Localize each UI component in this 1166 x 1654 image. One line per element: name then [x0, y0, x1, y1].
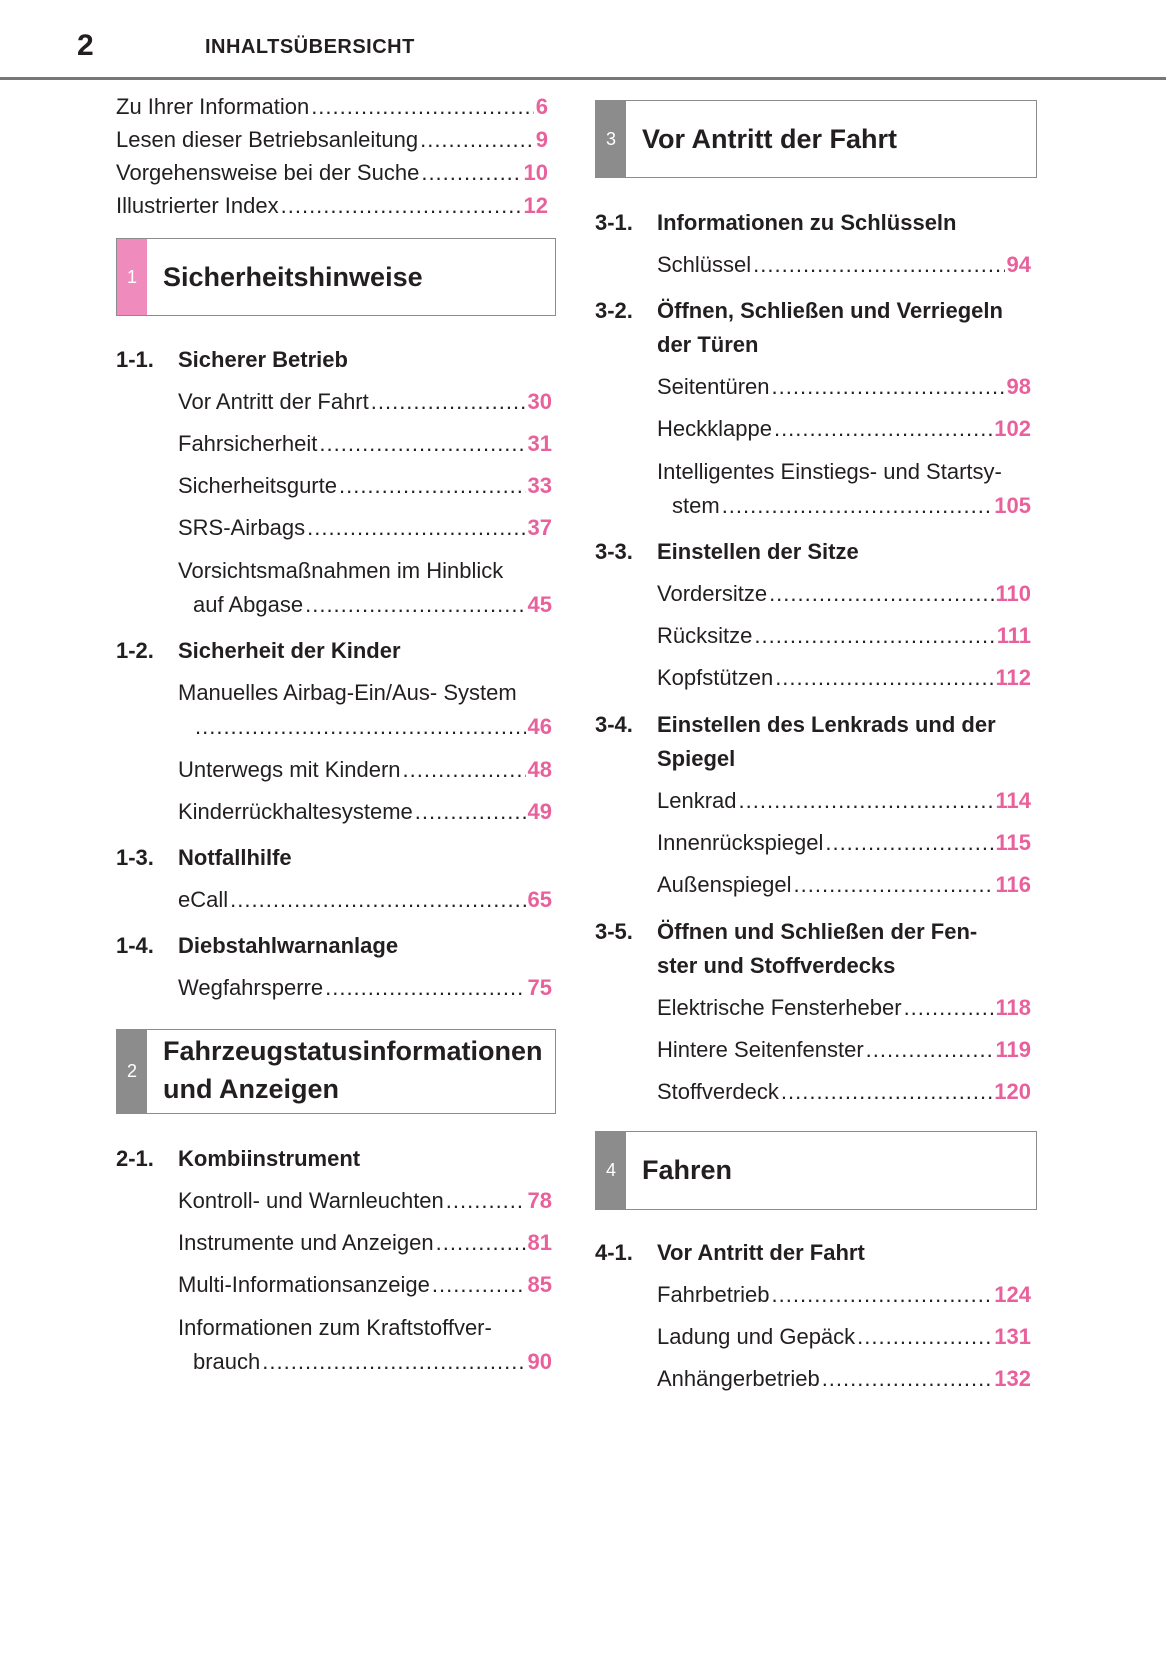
toc-entry[interactable] [657, 579, 1031, 609]
toc-entry[interactable] [657, 828, 1031, 858]
section-title: Vor Antritt der Fahrt [657, 1240, 865, 1265]
toc-entry[interactable] [116, 92, 548, 122]
toc-entry-label: Wegfahrsperre [178, 975, 324, 1000]
toc-entry[interactable] [178, 973, 552, 1003]
toc-entry-label: Zu Ihrer Information [116, 94, 310, 119]
toc-entry[interactable] [116, 158, 548, 188]
toc-entry[interactable] [116, 191, 548, 221]
toc-entry-label: Seitentüren [657, 374, 770, 399]
toc-entry-label: Vordersitze [657, 581, 768, 606]
toc-page-number: 9 [535, 127, 548, 152]
toc-page-number: 98 [1006, 374, 1031, 399]
section-number: 1-1. [116, 347, 154, 372]
toc-entry-label: Kinderrückhaltesysteme [178, 799, 413, 824]
toc-entry-label: Vorgehensweise bei der Suche [116, 160, 420, 185]
toc-page-number: 48 [527, 757, 552, 782]
toc-entry-label: brauch [193, 1349, 261, 1374]
page-title: INHALTSÜBERSICHT [205, 36, 415, 58]
toc-entry-label: Fahrbetrieb [657, 1282, 770, 1307]
toc-entry-label: Schlüssel [657, 252, 752, 277]
toc-page-number: 105 [994, 493, 1031, 518]
toc-page-number: 118 [995, 995, 1031, 1020]
section-title: ster und Stoffverdecks [657, 953, 896, 978]
toc-page-number: 94 [1006, 252, 1031, 277]
page-header [0, 0, 1166, 82]
toc-entry-label: Innenrückspiegel [657, 830, 824, 855]
toc-entry[interactable] [657, 250, 1031, 280]
toc-page-number: 114 [995, 788, 1031, 813]
toc-entry[interactable] [657, 621, 1031, 651]
section-title: Diebstahlwarnanlage [178, 933, 399, 958]
toc-entry[interactable] [178, 429, 552, 459]
toc-page-number: 119 [995, 1037, 1031, 1062]
toc-entry-label: Rücksitze [657, 623, 753, 648]
toc-page-number: 90 [527, 1349, 552, 1374]
toc-entry[interactable] [657, 786, 1031, 816]
toc-entry-label: stem [672, 493, 720, 518]
toc-page-number: 46 [527, 714, 552, 739]
section-title: Sicherheit der Kinder [178, 638, 401, 663]
chapter-tab: 4 [596, 1132, 626, 1209]
toc-entry[interactable] [178, 513, 552, 543]
toc-entry[interactable] [178, 1186, 552, 1216]
toc-page-number: 111 [996, 623, 1031, 648]
toc-entry[interactable] [657, 1035, 1031, 1065]
toc-page-number: 85 [527, 1272, 552, 1297]
toc-page-number: 65 [527, 887, 552, 912]
section-title: Kombiinstrument [178, 1146, 361, 1171]
chapter-tab: 2 [117, 1030, 147, 1113]
toc-page-number: 102 [994, 416, 1031, 441]
section-number: 2-1. [116, 1146, 154, 1171]
page-number: 2 [77, 29, 94, 62]
section-number: 1-2. [116, 638, 154, 663]
section-title: Einstellen der Sitze [657, 539, 859, 564]
section-number: 3-4. [595, 712, 633, 737]
section-number: 3-2. [595, 298, 633, 323]
toc-entry[interactable] [657, 1364, 1031, 1394]
section-title: der Türen [657, 332, 759, 357]
toc-entry[interactable] [178, 471, 552, 501]
toc-entry[interactable] [193, 590, 552, 620]
toc-page-number: 12 [523, 193, 548, 218]
toc-page-number: 31 [527, 431, 552, 456]
section-number: 3-5. [595, 919, 633, 944]
toc-entry-label: Kopfstützen [657, 665, 774, 690]
section-number: 3-1. [595, 210, 633, 235]
toc-page-number: 132 [994, 1366, 1031, 1391]
chapter-title: Fahrzeugstatusinformationen [163, 1036, 543, 1066]
section-title: Spiegel [657, 746, 736, 771]
chapter-3-header[interactable] [595, 100, 1037, 178]
toc-entry[interactable] [116, 125, 548, 155]
toc-entry-label: Elektrische Fensterheber [657, 995, 902, 1020]
toc-entry[interactable] [178, 387, 552, 417]
toc-entry-label: Stoffverdeck [657, 1079, 779, 1104]
toc-entry-label[interactable]: Informationen zum Kraftstoffver- [178, 1315, 492, 1340]
chapter-title: Sicherheitshinweise [163, 262, 423, 292]
toc-entry-label: auf Abgase [193, 592, 304, 617]
section-title: Informationen zu Schlüsseln [657, 210, 957, 235]
chapter-2-header[interactable] [116, 1029, 556, 1114]
chapter-title: Vor Antritt der Fahrt [642, 124, 897, 154]
toc-entry-label[interactable]: Vorsichtsmaßnahmen im Hinblick [178, 558, 504, 583]
toc-page-number: 6 [535, 94, 548, 119]
toc-entry[interactable] [657, 1322, 1031, 1352]
toc-entry[interactable] [193, 1347, 552, 1377]
toc-entry[interactable] [657, 372, 1031, 402]
toc-entry[interactable] [178, 885, 552, 915]
toc-page-number: 131 [994, 1324, 1031, 1349]
toc-entry[interactable] [672, 491, 1031, 521]
toc-entry[interactable] [178, 1270, 552, 1300]
toc-entry[interactable] [657, 663, 1031, 693]
toc-entry[interactable] [178, 1228, 552, 1258]
chapter-1-header[interactable] [116, 238, 556, 316]
section-number: 1-3. [116, 845, 154, 870]
toc-entry-label: Lesen dieser Betriebsanleitung [116, 127, 419, 152]
toc-page-number: 81 [527, 1230, 552, 1255]
toc-entry-label: Ladung und Gepäck [657, 1324, 856, 1349]
toc-page-number: 37 [527, 515, 552, 540]
section-title: Öffnen, Schließen und Verriegeln [657, 298, 1003, 323]
toc-page-number: 115 [995, 830, 1031, 855]
toc-page-number: 110 [995, 581, 1031, 606]
toc-entry-label: Sicherheitsgurte [178, 473, 337, 498]
toc-entry-label: Instrumente und Anzeigen [178, 1230, 434, 1255]
toc-page-number: 33 [527, 473, 552, 498]
toc-page-number: 45 [527, 592, 552, 617]
toc-page-number: 10 [523, 160, 548, 185]
toc-entry-label: Außenspiegel [657, 872, 792, 897]
toc-page-number: 112 [995, 665, 1031, 690]
section-number: 3-3. [595, 539, 633, 564]
header-divider [0, 77, 1166, 80]
toc-page-number: 30 [527, 389, 552, 414]
toc-entry-label[interactable]: Intelligentes Einstiegs- und Startsy- [657, 459, 1002, 484]
toc-entry-label[interactable]: Manuelles Airbag-Ein/Aus- System [178, 680, 517, 705]
toc-entry-label: Heckklappe [657, 416, 772, 441]
toc-page-number: 78 [527, 1188, 552, 1213]
toc-entry-label: eCall [178, 887, 229, 912]
chapter-4-header[interactable] [595, 1131, 1037, 1210]
toc-page-number: 116 [995, 872, 1031, 897]
toc-entry[interactable] [193, 712, 552, 742]
section-title: Einstellen des Lenkrads und der [657, 712, 996, 737]
chapter-tab: 3 [596, 101, 626, 177]
toc-entry-label: Hintere Seitenfenster [657, 1037, 864, 1062]
toc-entry-label: SRS-Airbags [178, 515, 306, 540]
toc-entry-label: Kontroll- und Warnleuchten [178, 1188, 444, 1213]
toc-entry[interactable] [657, 414, 1031, 444]
toc-page-number: 120 [994, 1079, 1031, 1104]
toc-entry[interactable] [657, 993, 1031, 1023]
section-number: 4-1. [595, 1240, 633, 1265]
toc-entry-label: Anhängerbetrieb [657, 1366, 820, 1391]
toc-entry-label: Vor Antritt der Fahrt [178, 389, 369, 414]
toc-page-number: 49 [527, 799, 552, 824]
toc-entry-label: Unterwegs mit Kindern [178, 757, 401, 782]
toc-entry-label: Lenkrad [657, 788, 737, 813]
section-title: Öffnen und Schließen der Fen- [657, 919, 978, 944]
chapter-title: und Anzeigen [163, 1074, 339, 1104]
toc-entry[interactable] [657, 1280, 1031, 1310]
toc-entry[interactable] [178, 755, 552, 785]
toc-entry-label: Fahrsicherheit [178, 431, 318, 456]
toc-entry[interactable] [657, 1077, 1031, 1107]
section-title: Sicherer Betrieb [178, 347, 348, 372]
chapter-title: Fahren [642, 1155, 733, 1185]
chapter-tab: 1 [117, 239, 147, 315]
section-number: 1-4. [116, 933, 154, 958]
toc-entry[interactable] [657, 870, 1031, 900]
toc-page-number: 75 [527, 975, 552, 1000]
toc-entry[interactable] [178, 797, 552, 827]
toc-page-number: 124 [994, 1282, 1031, 1307]
toc-entry-label: Multi-Informationsanzeige [178, 1272, 430, 1297]
section-title: Notfallhilfe [178, 845, 292, 870]
toc-entry-label: Illustrierter Index [116, 193, 279, 218]
